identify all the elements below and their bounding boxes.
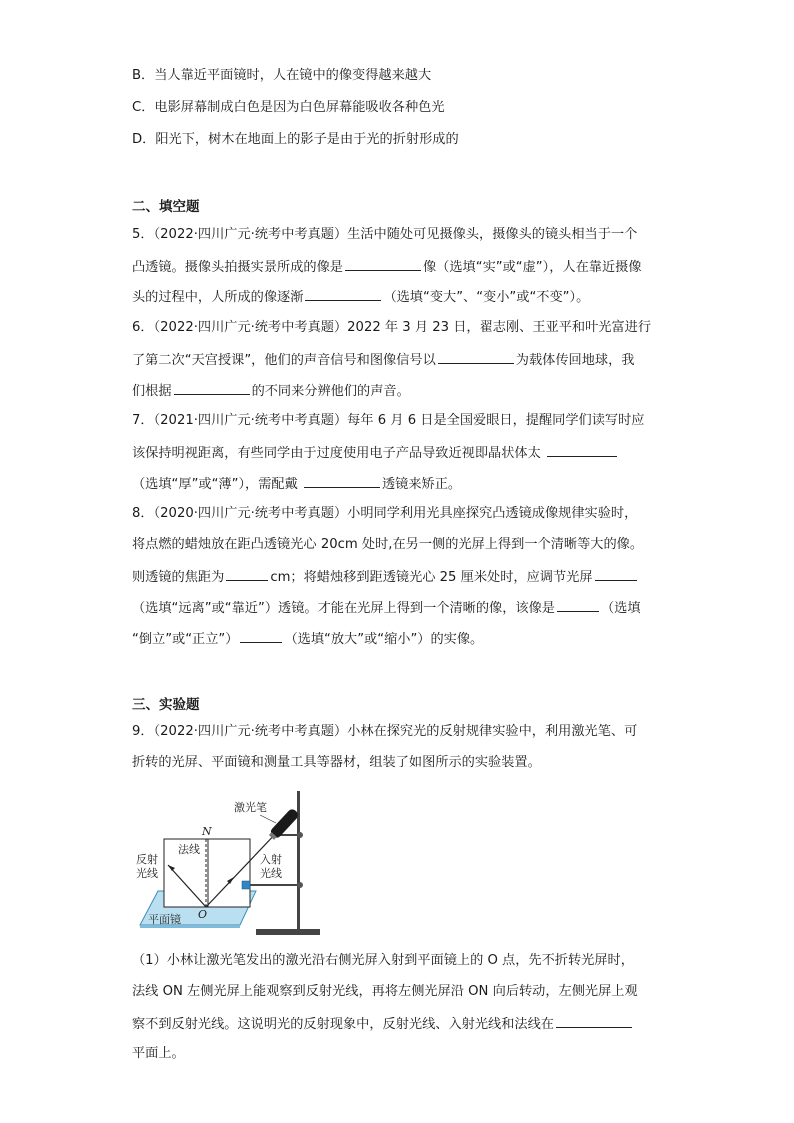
label-incident-2: 光线 xyxy=(260,867,282,880)
q8-text: （选填“远离”或“靠近”）透镜。才能在光屏上得到一个清晰的像，该像是 xyxy=(132,601,555,616)
q8-line-5 xyxy=(132,628,483,650)
q9-part1-line-1: （1）小林让激光笔发出的激光沿右侧光屏入射到平面镜上的 O 点，先不折转光屏时， xyxy=(132,953,634,968)
q9-part1-line-4: 平面上。 xyxy=(132,1046,185,1061)
q8-line-2: 将点燃的蜡烛放在距凸透镜光心 20cm 处时,在另一侧的光屏上得到一个清晰等大的像。 xyxy=(132,537,644,552)
answer-blank[interactable] xyxy=(556,1013,632,1028)
label-laser: 激光笔 xyxy=(234,801,267,814)
option-c: C．电影屏幕制成白色是因为白色屏幕能吸收各种色光 xyxy=(132,100,445,115)
q8-text: “倒立”或“正立”） xyxy=(132,632,239,647)
q5-text: 像（选填“实”或“虚”），人在靠近摄像 xyxy=(423,260,642,275)
q9-part1-line-3 xyxy=(132,1013,634,1035)
answer-blank[interactable] xyxy=(240,628,282,643)
q5-text: 头的过程中，人所成的像逐渐 xyxy=(132,290,304,305)
q7-text: （选填“厚”或“薄”），需配戴 xyxy=(132,477,298,492)
leader-laser xyxy=(260,815,276,823)
label-incident-1: 入射 xyxy=(260,853,282,866)
q9-line-2: 折转的光屏、平面镜和测量工具等器材，组装了如图所示的实验装置。 xyxy=(132,755,541,770)
q7-text: 该保持明视距离，有些同学由于过度使用电子产品导致近视即晶状体太 xyxy=(132,446,541,461)
q8-line-4 xyxy=(132,597,641,619)
clamp-knob-lower xyxy=(297,882,303,888)
q9-line-1: 9．（2022·四川广元·统考中考真题）小林在探究光的反射规律实验中，利用激光笔、可 xyxy=(132,724,638,739)
q6-line-3 xyxy=(132,380,410,402)
q8-line-3 xyxy=(132,566,639,588)
laser-pen xyxy=(267,807,300,841)
answer-blank[interactable] xyxy=(557,597,599,612)
reflection-apparatus-figure xyxy=(130,783,320,943)
q8-text: （选填 xyxy=(600,601,641,616)
label-N: N xyxy=(202,825,212,838)
q7-line-1: 7．（2021·四川广元·统考中考真题）每年 6 月 6 日是全国爱眼日，提醒同学们读写时应 xyxy=(132,413,645,428)
q5-line-2 xyxy=(132,256,642,278)
q5-line-3 xyxy=(132,286,589,308)
answer-blank[interactable] xyxy=(438,349,514,364)
q8-line-1: 8．（2020·四川广元·统考中考真题）小明同学利用光具座探究凸透镜成像规律实验时， xyxy=(132,506,638,521)
q8-text: （选填“放大”或“缩小”）的实像。 xyxy=(284,632,484,647)
stand-base xyxy=(256,929,320,935)
label-reflected-1: 反射 xyxy=(136,853,158,866)
q5-line-1: 5．（2022·四川广元·统考中考真题）生活中随处可见摄像头，摄像头的镜头相当于一个 xyxy=(132,227,638,242)
q6-line-1: 6．（2022·四川广元·统考中考真题）2022 年 3 月 23 日，翟志刚、王亚平和叶光富进行 xyxy=(132,320,652,335)
screen-clip xyxy=(242,881,250,889)
label-normal: 法线 xyxy=(178,843,200,856)
q7-line-3 xyxy=(132,473,461,495)
answer-blank[interactable] xyxy=(226,566,268,581)
q5-text: （选填“变大”、“变小”或“不变”）。 xyxy=(383,290,590,305)
label-reflected-2: 光线 xyxy=(136,867,158,880)
answer-blank[interactable] xyxy=(304,473,380,488)
answer-blank[interactable] xyxy=(174,380,250,395)
answer-blank[interactable] xyxy=(547,442,617,457)
option-b: B．当人靠近平面镜时，人在镜中的像变得越来越大 xyxy=(132,68,432,83)
q6-text: 了第二次“天宫授课”，他们的声音信号和图像信号以 xyxy=(132,353,436,368)
q9-text: 察不到反射光线。这说明光的反射现象中，反射光线、入射光线和法线在 xyxy=(132,1017,554,1032)
q5-text: 凸透镜。摄像头拍摄实景所成的像是 xyxy=(132,260,343,275)
label-O: O xyxy=(198,908,208,921)
clamp-knob-upper xyxy=(297,832,303,838)
q6-text: 为载体传回地球，我 xyxy=(515,353,635,368)
q7-line-2 xyxy=(132,442,619,464)
q6-text: 们根据 xyxy=(132,384,172,399)
answer-blank[interactable] xyxy=(595,566,637,581)
q6-text: 的不同来分辨他们的声音。 xyxy=(251,384,410,399)
q8-text: 则透镜的焦距为 xyxy=(132,570,225,585)
q6-line-2 xyxy=(132,349,634,371)
right-screen xyxy=(208,839,250,907)
answer-blank[interactable] xyxy=(345,256,421,271)
section-heading-fill-in: 二、填空题 xyxy=(132,199,200,215)
q7-text: 透镜来矫正。 xyxy=(382,477,462,492)
q9-part1-line-2: 法线 ON 左侧光屏上能观察到反射光线，再将左侧光屏沿 ON 向后转动，左侧光屏上观 xyxy=(132,984,638,999)
q8-text: cm；将蜡烛移到距透镜光心 25 厘米处时，应调节光屏 xyxy=(270,570,593,585)
option-d: D．阳光下，树木在地面上的影子是由于光的折射形成的 xyxy=(132,132,459,147)
label-mirror: 平面镜 xyxy=(148,913,181,926)
answer-blank[interactable] xyxy=(305,286,381,301)
stand-rod xyxy=(297,791,300,931)
section-heading-experiment: 三、实验题 xyxy=(132,697,200,713)
